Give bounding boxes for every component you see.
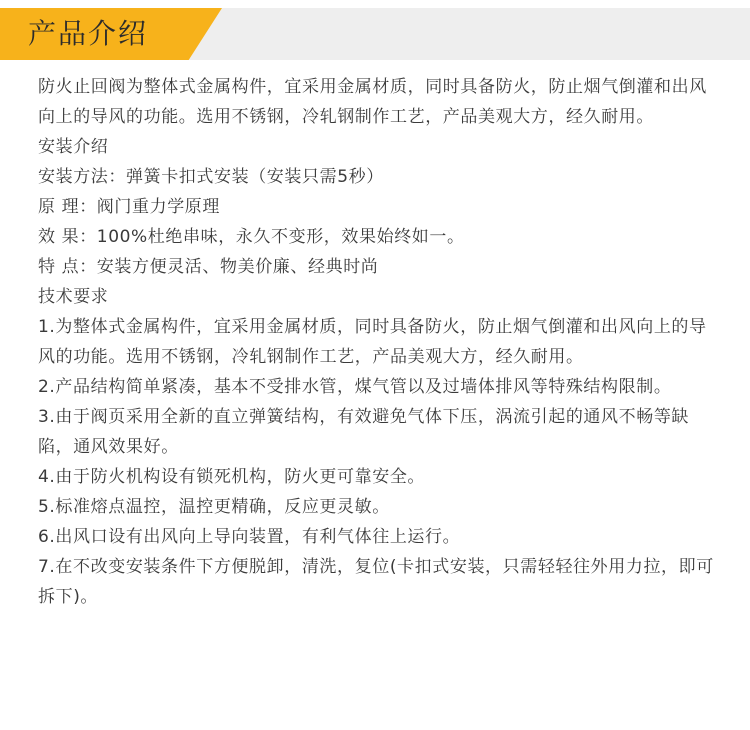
product-description bbox=[38, 72, 718, 612]
requirement-item: 1.为整体式金属构件，宜采用金属材质，同时具备防火，防止烟气倒灌和出风向上的导风的功能。选用不锈钢，冷轧钢制作工艺，产品美观大方，经久耐用。 bbox=[38, 317, 707, 367]
features-line: 特 点：安装方便灵活、物美价廉、经典时尚 bbox=[38, 257, 379, 277]
requirement-item: 3.由于阀页采用全新的直立弹簧结构，有效避免气体下压，涡流引起的通风不畅等缺陷，通风效果好。 bbox=[38, 407, 690, 457]
intro-paragraph: 防火止回阀为整体式金属构件，宜采用金属材质，同时具备防火，防止烟气倒灌和出风向上的导风的功能。选用不锈钢，冷轧钢制作工艺，产品美观大方，经久耐用。 bbox=[38, 77, 707, 127]
effect-line: 效 果：100%杜绝串味，永久不变形，效果始终如一。 bbox=[38, 227, 465, 247]
section-title: 产品介绍 bbox=[28, 17, 149, 50]
requirement-item: 4.由于防火机构设有锁死机构，防火更可靠安全。 bbox=[38, 467, 426, 487]
tech-heading: 技术要求 bbox=[38, 287, 109, 307]
requirement-item: 5.标准熔点温控，温控更精确，反应更灵敏。 bbox=[38, 497, 390, 517]
requirement-item: 6.出风口设有出风向上导向装置，有利气体往上运行。 bbox=[38, 527, 461, 547]
install-method: 安装方法：弹簧卡扣式安装（安装只需5秒） bbox=[38, 167, 384, 187]
requirement-item: 7.在不改变安装条件下方便脱卸，清洗，复位(卡扣式安装，只需轻轻往外用力拉，即可拆下)。 bbox=[38, 557, 714, 607]
requirement-item: 2.产品结构简单紧凑，基本不受排水管，煤气管以及过墙体排风等特殊结构限制。 bbox=[38, 377, 672, 397]
install-heading: 安装介绍 bbox=[38, 137, 109, 157]
principle-line: 原 理：阀门重力学原理 bbox=[38, 197, 221, 217]
